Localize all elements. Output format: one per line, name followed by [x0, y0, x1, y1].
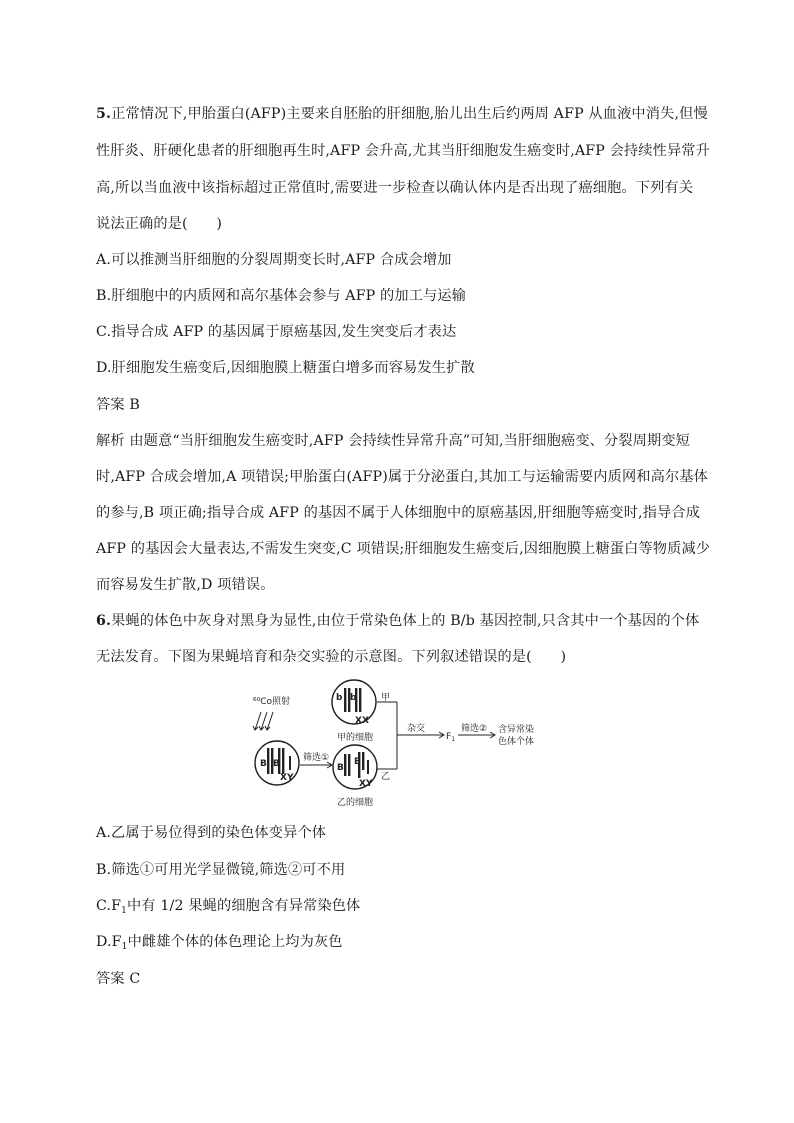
- q5-analysis-line-2: 时,AFP 合成会增加,A 项错误;甲胎蛋白(AFP)属于分泌蛋白,其加工与运输需要内质网和高尔基体: [96, 469, 708, 485]
- yi-xy: XY: [359, 779, 373, 789]
- jia-cell-label: 甲的细胞: [337, 733, 374, 743]
- q6-stem-line-1: 6.果蝇的体色中灰身对黑身为显性,由位于常染色体上的 B/b 基因控制,只含其中一个基因的个体: [96, 613, 700, 629]
- cross-label: 杂交: [407, 724, 426, 734]
- q6-stem-line-2: 无法发育。下图为果蝇培育和杂交实验的示意图。下列叙述错误的是( ): [96, 649, 567, 665]
- q5-stem-line-1: 5.正常情况下,甲胎蛋白(AFP)主要来自胚胎的肝细胞,胎儿出生后约两周 AFP 从血液中消失,但慢: [96, 106, 708, 122]
- q5-stem-line-2: 性肝炎、肝硬化患者的肝细胞再生时,AFP 会升高,尤其当肝细胞发生癌变时,AFP 会持续性异常升: [96, 143, 710, 159]
- result-line-1: 含异常染: [498, 725, 535, 735]
- yi-gene-b2: B: [354, 757, 361, 767]
- q5-number: 5.: [96, 106, 112, 122]
- q5-answer: 答案 B: [96, 397, 140, 413]
- fruit-fly-diagram: [251, 668, 551, 814]
- q6-option-d: $D.F_1$中雌雄个体的体色理论上均为灰色: [96, 934, 343, 952]
- jia-gene-b1: b: [336, 693, 343, 703]
- yi-label: 乙: [381, 772, 391, 782]
- q5-option-c: C.指导合成 AFP 的基因属于原癌基因,发生突变后才表达: [96, 324, 457, 340]
- original-gene-b2: B: [273, 759, 280, 769]
- original-gene-b1: B: [260, 759, 267, 769]
- diagram-svg: [251, 668, 551, 814]
- q6-option-c: $C.F_1$中有 1/2 果蝇的细胞含有异常染色体: [96, 898, 361, 916]
- cross-bracket: [377, 702, 444, 769]
- f1-label: $F_1$: [446, 732, 456, 743]
- result-line-2: 色体个体: [498, 737, 535, 747]
- q6-answer: 答案 C: [96, 971, 141, 987]
- q5-analysis-line-4: AFP 的基因会大量表达,不需发生突变,C 项错误;肝细胞发生癌变后,因细胞膜上糖蛋白等物质减少: [96, 541, 711, 557]
- q5-option-a: A.可以推测当肝细胞的分裂周期变长时,AFP 合成会增加: [96, 252, 452, 268]
- q5-analysis-line-5: 而容易发生扩散,D 项错误。: [96, 577, 275, 593]
- q5-option-d: D.肝细胞发生癌变后,因细胞膜上糖蛋白增多而容易发生扩散: [96, 360, 475, 376]
- q5-stem-line-3: 高,所以当血液中该指标超过正常值时,需要进一步检查以确认体内是否出现了癌细胞。下列有关: [96, 180, 694, 196]
- screen1-label: 筛选①: [303, 753, 330, 763]
- q5-analysis-line-3: 的参与,B 项正确;指导合成 AFP 的基因不属于人体细胞中的原癌基因,肝细胞等癌变时,指导合成: [96, 505, 701, 521]
- yi-gene-b1: B: [337, 763, 344, 773]
- q5-analysis-line-1: 解析 由题意“当肝细胞发生癌变时,AFP 会持续性异常升高”可知,当肝细胞癌变、分裂周期变短: [96, 433, 691, 449]
- radiation-label: ⁶⁰Co照射: [253, 697, 291, 707]
- q6-option-a: A.乙属于易位得到的染色体变异个体: [96, 825, 327, 841]
- original-xy: XY: [280, 773, 294, 783]
- jia-gene-b2: b: [350, 693, 357, 703]
- jia-xx: XX: [355, 716, 369, 726]
- jia-label: 甲: [381, 693, 391, 703]
- q6-option-b: B.筛选①可用光学显微镜,筛选②可不用: [96, 862, 346, 878]
- yi-cell-label: 乙的细胞: [337, 798, 374, 808]
- radiation-arrows: [253, 712, 273, 730]
- q5-stem-line-4: 说法正确的是( ): [96, 216, 223, 232]
- q6-number: 6.: [96, 613, 112, 629]
- q5-option-b: B.肝细胞中的内质网和高尔基体会参与 AFP 的加工与运输: [96, 288, 467, 304]
- screen2-label: 筛选②: [461, 724, 488, 734]
